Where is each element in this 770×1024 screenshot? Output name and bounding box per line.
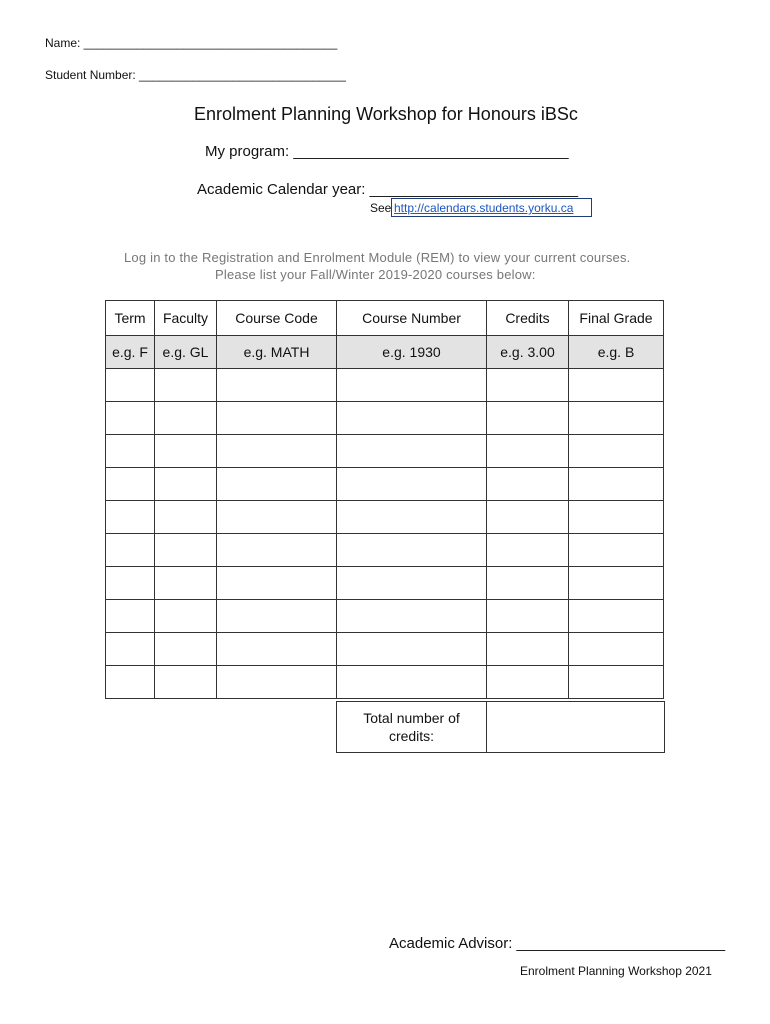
total-credits-label: Total number of credits: [337, 702, 487, 753]
table-cell[interactable] [569, 435, 664, 468]
table-cell[interactable] [217, 567, 337, 600]
table-cell[interactable] [155, 567, 217, 600]
table-cell[interactable] [487, 501, 569, 534]
table-row [106, 468, 664, 501]
student-number-field[interactable]: Student Number: _______________________________ [45, 68, 346, 82]
instruction-line-1: Log in to the Registration and Enrolment Module (REM) to view your current courses. [124, 250, 631, 265]
example-row [106, 336, 664, 369]
table-cell[interactable] [569, 468, 664, 501]
column-header-course-code: Course Code [217, 301, 337, 336]
example-course-code: e.g. MATH [217, 336, 337, 369]
table-cell[interactable] [106, 435, 155, 468]
table-cell[interactable] [569, 666, 664, 699]
table-cell[interactable] [217, 369, 337, 402]
calendar-link[interactable]: http://calendars.students.yorku.ca [394, 201, 574, 215]
table-cell[interactable] [569, 402, 664, 435]
table-row [106, 633, 664, 666]
table-cell[interactable] [487, 633, 569, 666]
table-cell[interactable] [337, 435, 487, 468]
example-final-grade: e.g. B [569, 336, 664, 369]
program-field[interactable]: My program: _________________________________ [205, 143, 569, 160]
table-cell[interactable] [155, 534, 217, 567]
table-cell[interactable] [487, 369, 569, 402]
see-label: See [370, 201, 392, 215]
table-row [106, 369, 664, 402]
table-cell[interactable] [217, 435, 337, 468]
column-header-course-number: Course Number [337, 301, 487, 336]
table-cell[interactable] [155, 666, 217, 699]
table-cell[interactable] [337, 402, 487, 435]
table-cell[interactable] [106, 600, 155, 633]
table-row [106, 435, 664, 468]
total-credits-table [336, 701, 665, 753]
table-cell[interactable] [569, 369, 664, 402]
table-cell[interactable] [155, 435, 217, 468]
table-row [106, 402, 664, 435]
table-cell[interactable] [217, 534, 337, 567]
academic-advisor-field[interactable]: Academic Advisor: _________________________ [389, 935, 726, 952]
table-cell[interactable] [337, 369, 487, 402]
table-header-row [106, 301, 664, 336]
table-row [106, 534, 664, 567]
table-cell[interactable] [569, 501, 664, 534]
courses-table [105, 300, 664, 699]
table-cell[interactable] [106, 567, 155, 600]
table-cell[interactable] [337, 567, 487, 600]
table-cell[interactable] [155, 468, 217, 501]
table-cell[interactable] [337, 600, 487, 633]
table-cell[interactable] [155, 402, 217, 435]
table-cell[interactable] [106, 369, 155, 402]
example-course-number: e.g. 1930 [337, 336, 487, 369]
table-cell[interactable] [569, 600, 664, 633]
calendar-year-field[interactable]: Academic Calendar year: _________________________ [197, 181, 579, 198]
page-footer: Enrolment Planning Workshop 2021 [520, 964, 712, 978]
table-cell[interactable] [487, 534, 569, 567]
table-cell[interactable] [217, 501, 337, 534]
table-cell[interactable] [487, 567, 569, 600]
table-cell[interactable] [337, 468, 487, 501]
table-cell[interactable] [217, 666, 337, 699]
table-cell[interactable] [155, 633, 217, 666]
table-cell[interactable] [217, 600, 337, 633]
table-cell[interactable] [217, 402, 337, 435]
total-credits-value[interactable] [487, 702, 665, 753]
table-cell[interactable] [569, 633, 664, 666]
table-cell[interactable] [337, 534, 487, 567]
table-cell[interactable] [106, 501, 155, 534]
table-row [106, 567, 664, 600]
table-cell[interactable] [487, 435, 569, 468]
table-cell[interactable] [155, 501, 217, 534]
table-cell[interactable] [106, 402, 155, 435]
table-cell[interactable] [106, 633, 155, 666]
table-cell[interactable] [155, 600, 217, 633]
table-row [106, 600, 664, 633]
column-header-faculty: Faculty [155, 301, 217, 336]
example-credits: e.g. 3.00 [487, 336, 569, 369]
table-cell[interactable] [569, 567, 664, 600]
column-header-term: Term [106, 301, 155, 336]
table-cell[interactable] [106, 534, 155, 567]
table-cell[interactable] [487, 600, 569, 633]
name-field[interactable]: Name: ______________________________________ [45, 36, 338, 50]
table-cell[interactable] [487, 468, 569, 501]
table-cell[interactable] [337, 666, 487, 699]
table-cell[interactable] [106, 468, 155, 501]
table-row [106, 666, 664, 699]
page-title: Enrolment Planning Workshop for Honours iBSc [194, 104, 578, 124]
example-faculty: e.g. GL [155, 336, 217, 369]
table-cell[interactable] [155, 369, 217, 402]
table-cell[interactable] [487, 402, 569, 435]
table-cell[interactable] [217, 468, 337, 501]
table-row [106, 501, 664, 534]
column-header-final-grade: Final Grade [569, 301, 664, 336]
table-cell[interactable] [337, 633, 487, 666]
table-cell[interactable] [217, 633, 337, 666]
example-term: e.g. F [106, 336, 155, 369]
table-cell[interactable] [337, 501, 487, 534]
table-cell[interactable] [487, 666, 569, 699]
column-header-credits: Credits [487, 301, 569, 336]
table-cell[interactable] [569, 534, 664, 567]
instruction-line-2: Please list your Fall/Winter 2019-2020 courses below: [215, 267, 536, 282]
table-cell[interactable] [106, 666, 155, 699]
